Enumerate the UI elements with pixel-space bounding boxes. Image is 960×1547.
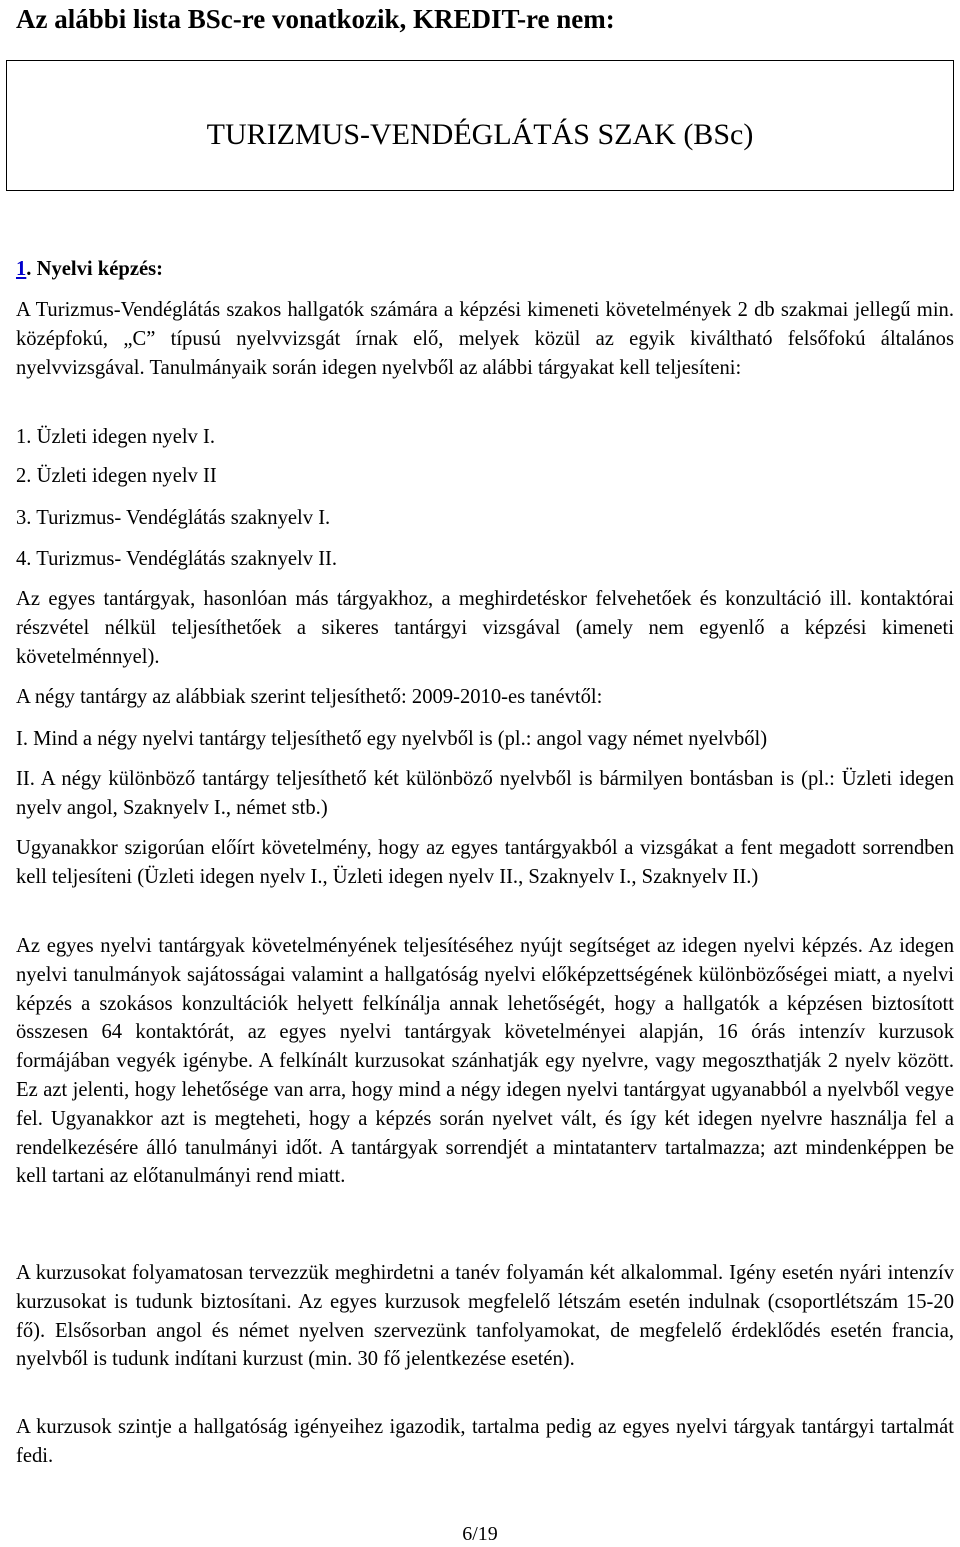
- option-one: I. Mind a négy nyelvi tantárgy teljesíthető egy nyelvből is (pl.: angol vagy német nyelvből): [16, 728, 768, 750]
- intro-paragraph: A Turizmus-Vendéglátás szakos hallgatók számára a képzési kimeneti követelmények 2 db szakmai jellegű min. középfokú, „C” típusú nyelvvizsgát írnak elő, melyek közül az egyik kiváltható felsőfokú általános nyelvvizsgával. Tanulmányaik során idegen nyelvből az alábbi tárgyakat kell teljesíteni:: [16, 299, 954, 379]
- section-number-link[interactable]: 1: [16, 258, 27, 280]
- order-paragraph: Ugyanakkor szigorúan előírt követelmény, hogy az egyes tantárgyakból a vizsgákat a fent megadott sorrendben kell teljesíteni (Üzleti idegen nyelv I., Üzleti idegen nyelv II., Szaknyelv I., Szaknyelv II.): [16, 837, 954, 888]
- subject-item-4: 4. Turizmus- Vendéglátás szaknyelv II.: [16, 548, 338, 570]
- subject-item-1: 1. Üzleti idegen nyelv I.: [16, 426, 216, 448]
- option-two: II. A négy különböző tantárgy teljesíthető két különböző nyelvből is bármilyen bontásban is (pl.: Üzleti idegen nyelv angol, Szaknyelv I., német stb.): [16, 768, 954, 819]
- courses-paragraph: A kurzusokat folyamatosan tervezzük meghirdetni a tanév folyamán két alkalommal. Igény esetén nyári intenzív kurzusokat is tudunk biztosítani. Az egyes kurzusok megfelelő létszám esetén indulnak (csoportlétszám 15-20 fő). Elsősorban angol és német nyelven szervezünk tanfolyamokat, de megfelelő érdeklődés esetén francia, nyelvből is tudunk indítani kurzust (min. 30 fő jelentkezése esetén).: [16, 1262, 954, 1371]
- consultation-paragraph: Az egyes tantárgyak, hasonlóan más tárgyakhoz, a meghirdetéskor felvehetőek és konzultáció ill. kontaktórai részvétel nélkül teljesíthetőek a sikeres tantárgyi vizsgával (amely nem egyenlő a képzési kimeneti követelménnyel).: [16, 588, 954, 668]
- page-number: 6/19: [462, 1523, 498, 1545]
- section-title: . Nyelvi képzés:: [26, 258, 163, 280]
- completion-paragraph: A négy tantárgy az alábbiak szerint teljesíthető: 2009-2010-es tanévtől:: [16, 686, 603, 708]
- help-paragraph: Az egyes nyelvi tantárgyak követelményének teljesítéséhez nyújt segítséget az idegen nyelvi képzés. Az idegen nyelvi tanulmányok sajátosságai valamint a hallgatóság nyelvi előképzettségének különbözőségei miatt, a nyelvi képzés a szokásos konzultációk helyett felkínálja annak lehetőségét, hogy a hallgatók a képzésen biztosított összesen 64 kontaktórát, az egyes nyelvi tantárgyak követelményei alapján, 16 órás intenzív kurzusok formájában vegyék igénybe. A felkínált kurzusokat szánhatják egy nyelvre, vagy megoszthatják 2 nyelv között. Ez azt jelenti, hogy lehetősége van arra, hogy mind a négy idegen nyelvi tantárgyat ugyanabból a nyelvből vegye fel. Ugyanakkor azt is megteheti, hogy a képzés során nyelvet vált, és így két idegen nyelvre használja fel a rendelkezésére álló tanulmányi időt. A tantárgyak sorrendjét a mintatanterv tartalmazza; azt mindenképpen be kell tartani az előtanulmányi rend miatt.: [16, 935, 954, 1188]
- subject-item-3: 3. Turizmus- Vendéglátás szaknyelv I.: [16, 507, 331, 529]
- program-title: TURIZMUS-VENDÉGLÁTÁS SZAK (BSc): [206, 118, 754, 151]
- level-paragraph: A kurzusok szintje a hallgatóság igényeihez igazodik, tartalma pedig az egyes nyelvi tárgyak tantárgyi tartalmát fedi.: [16, 1416, 954, 1467]
- document-heading: Az alábbi lista BSc-re vonatkozik, KREDIT-re nem:: [16, 4, 615, 34]
- subject-item-2: 2. Üzleti idegen nyelv II: [16, 465, 217, 487]
- title-box: [6, 60, 954, 191]
- section-heading: [16, 255, 954, 284]
